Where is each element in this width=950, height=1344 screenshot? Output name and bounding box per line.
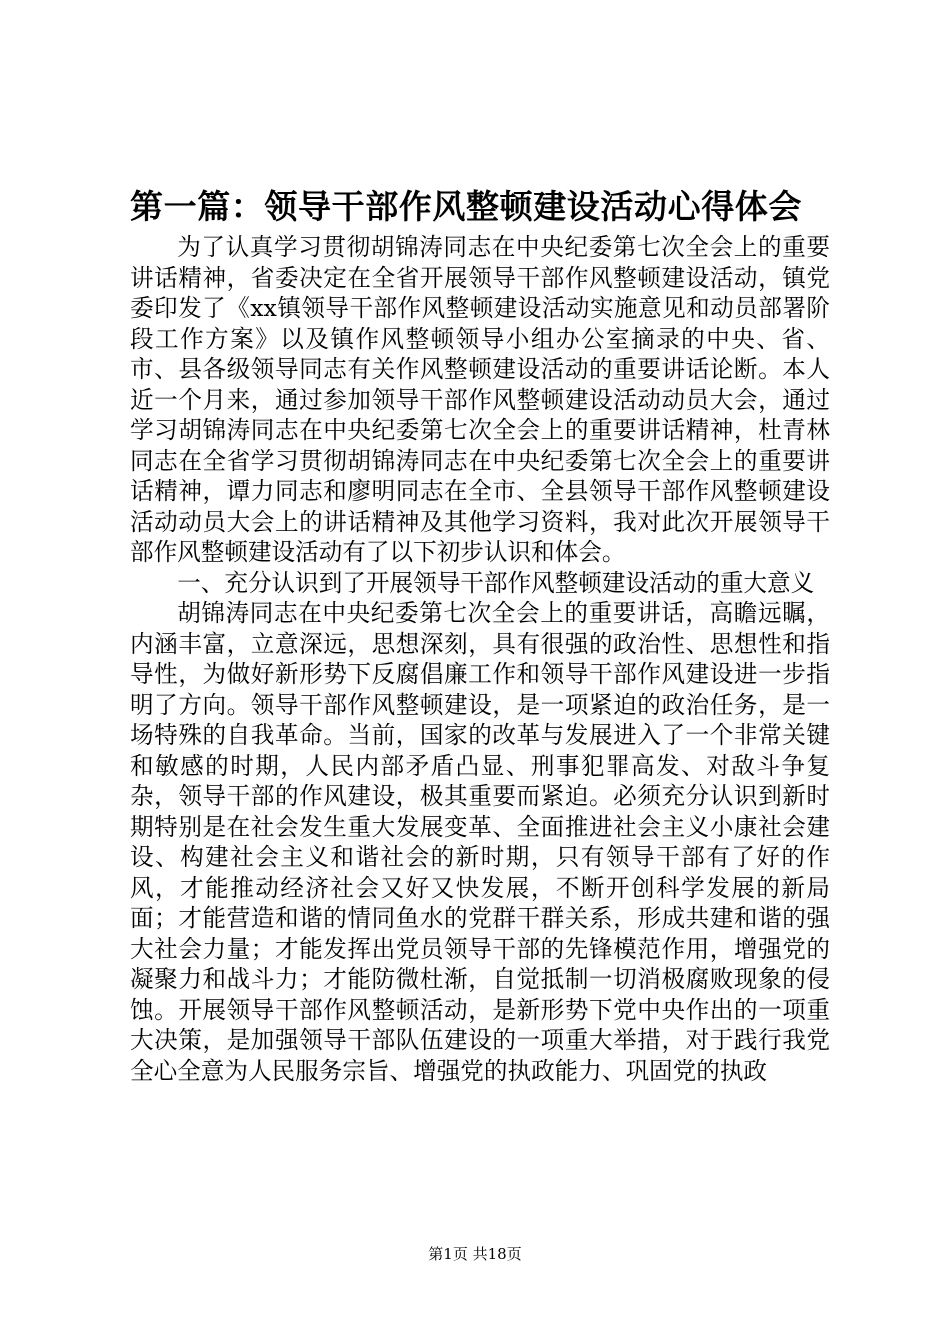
body-paragraph: 胡锦涛同志在中央纪委第七次全会上的重要讲话，高瞻远瞩，内涵丰富，立意深远，思想深刻，具有很强的政治性、思想性和指导性，为做好新形势下反腐倡廉工作和领导干部作风建设进一步指明了方向。领导干部作风整顿建设，是一项紧迫的政治任务，是一场特殊的自我革命。当前，国家的改革与发展进入了一个非常关键和敏感的时期，人民内部矛盾凸显、刑事犯罪高发、对敌斗争复杂，领导干部的作风建设，极其重要而紧迫。必须充分认识到新时期特别是在社会发生重大发展变革、全面推进社会主义小康社会建设、构建社会主义和谐社会的新时期，只有领导干部有了好的作风，才能推动经济社会又好又快发展，不断开创科学发展的新局面；才能营造和谐的情同鱼水的党群干群关系，形成共建和谐的强大社会力量；才能发挥出党员领导干部的先锋模范作用，增强党的凝聚力和战斗力；才能防微杜渐，自觉抵制一切消极腐败现象的侵蚀。开展领导干部作风整顿活动，是新形势下党中央作出的一项重大决策，是加强领导干部队伍建设的一项重大举措，对于践行我党全心全意为人民服务宗旨、增强党的执政能力、巩固党的执政 xyxy=(130,599,830,1085)
section-heading: 一、充分认识到了开展领导干部作风整顿建设活动的重大意义 xyxy=(177,568,815,597)
body-paragraph: 为了认真学习贯彻胡锦涛同志在中央纪委第七次全会上的重要讲话精神，省委决定在全省开展领导干部作风整顿建设活动，镇党委印发了《xx镇领导干部作风整顿建设活动实施意见和动员部署阶段工作方案》以及镇作风整顿领导小组办公室摘录的中央、省、市、县各级领导同志有关作风整顿建设活动的重要讲话论断。本人近一个月来，通过参加领导干部作风整顿建设活动动员大会，通过学习胡锦涛同志在中央纪委第七次全会上的重要讲话精神，杜青林同志在全省学习贯彻胡锦涛同志在中央纪委第七次全会上的重要讲话精神，谭力同志和廖明同志在全市、全县领导干部作风整顿建设活动动员大会上的讲话精神及其他学习资料，我对此次开展领导干部作风整顿建设活动有了以下初步认识和体会。 xyxy=(130,233,830,566)
page-footer: 第1页 共18页 xyxy=(428,1245,522,1263)
document-body xyxy=(130,232,830,1086)
document-title: 第一篇：领导干部作风整顿建设活动心得体会 xyxy=(130,187,802,226)
